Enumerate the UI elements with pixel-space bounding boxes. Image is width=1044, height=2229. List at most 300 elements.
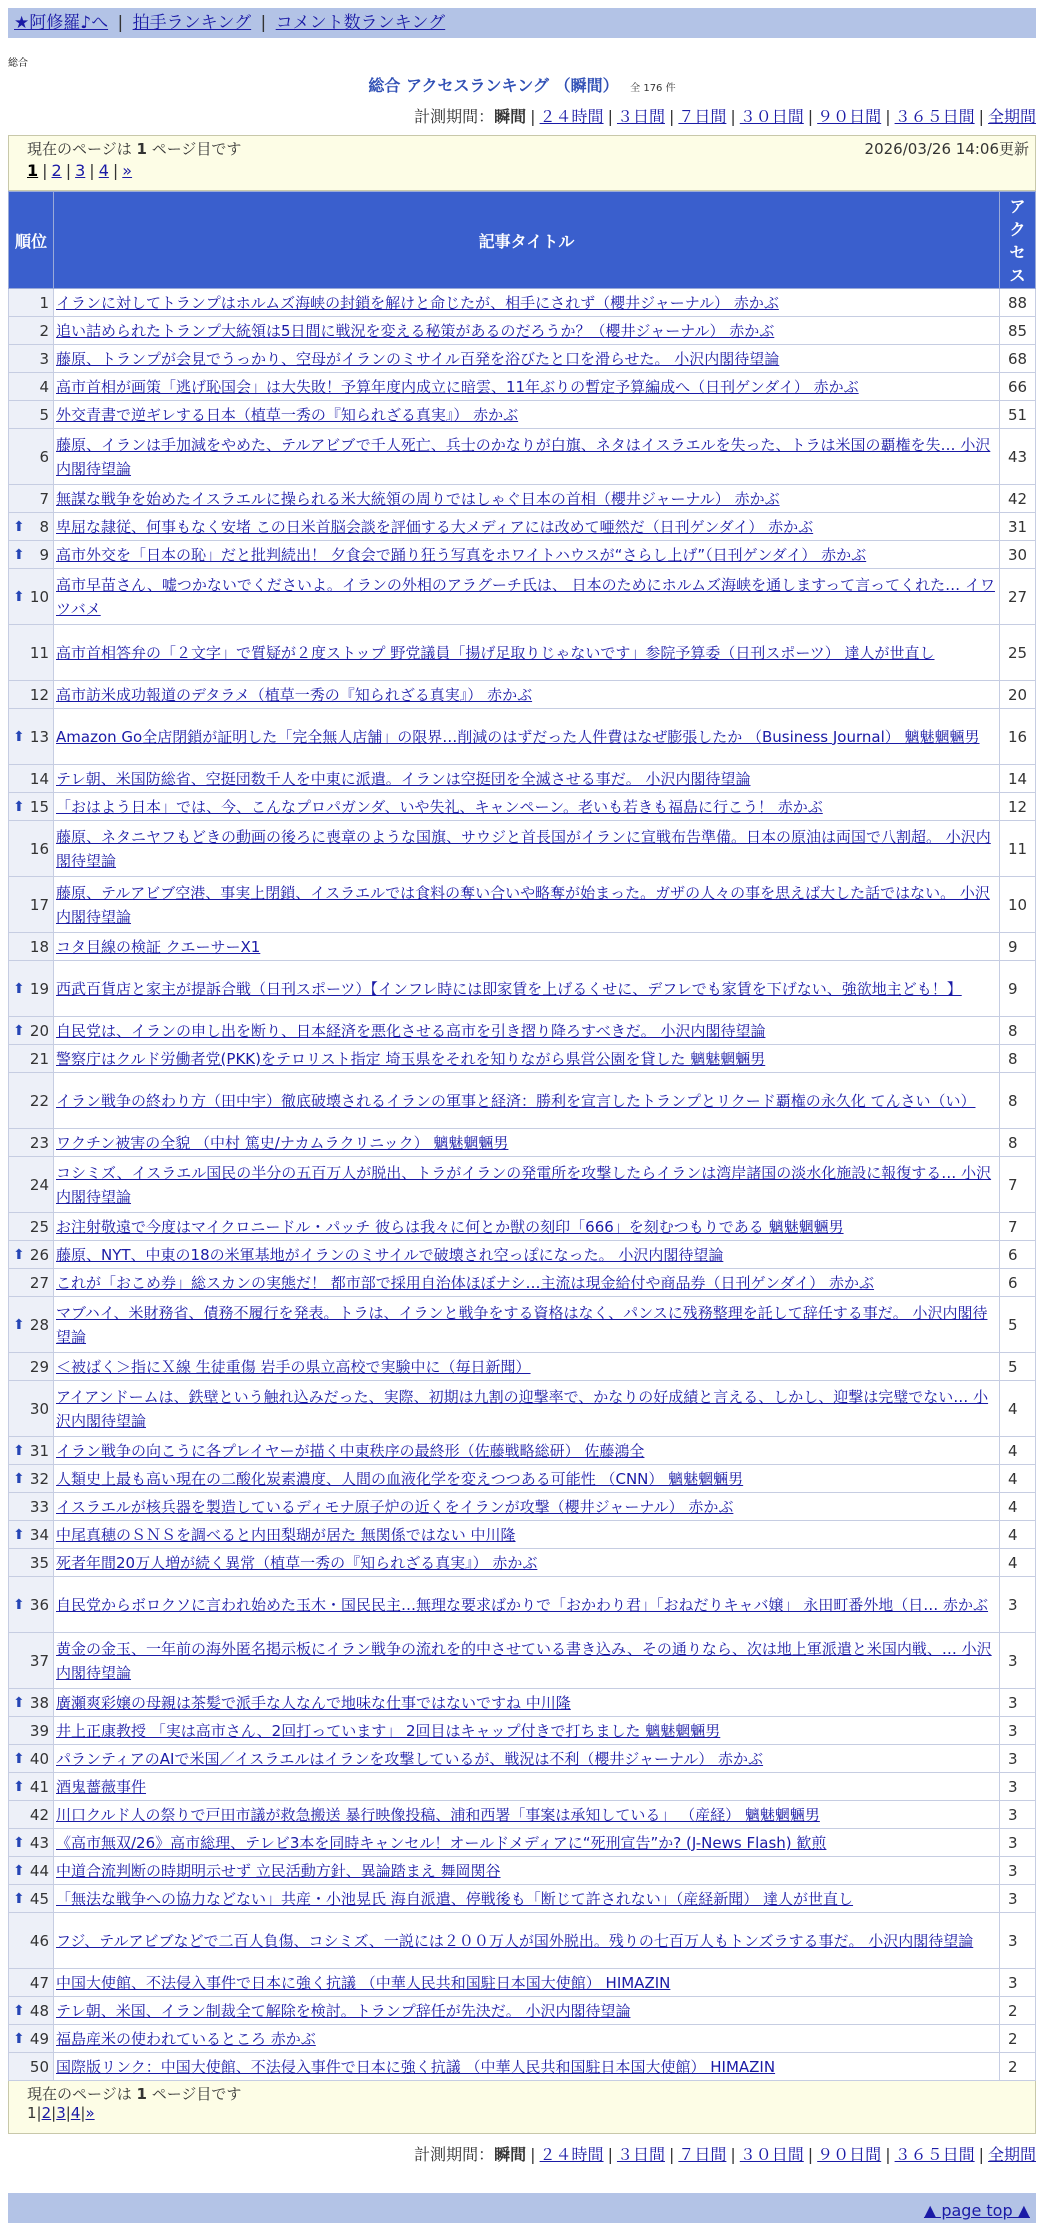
page-link[interactable]: 3 [56,2104,66,2122]
table-row [9,1213,1036,1241]
up-arrow-icon: ⬆ [13,588,25,605]
current-page-text: 現在のページは 1 ページ目です [27,140,242,158]
page-link[interactable]: 2 [41,2104,52,2122]
rank-cell [9,1633,54,1689]
table-row [9,401,1036,429]
article-link[interactable]: 「無法な戦争への協力などない」共産・小池晃氏 海自派遣、停戦後も「断じて許されない」（産経新聞） 達人が世直し [56,1889,854,1908]
period-link[interactable]: ７日間 [678,2145,727,2164]
article-link[interactable]: コシミズ、イスラエル国民の半分の五百万人が脱出、トラがイランの発電所を攻撃したらイランは湾岸諸国の淡水化施設に報復する… 小沢内閣待望論 [56,1163,992,1206]
article-link[interactable]: 高市早苗さん、嘘つかないでくださいよ。イランの外相のアラグーチ氏は、 日本のためにホルムズ海峡を通しますって言ってくれた… イワツバメ [56,575,995,618]
page-link[interactable]: 4 [98,161,109,180]
title-cell [54,569,1000,625]
current-page-number: 1 [27,161,39,180]
table-row [9,1073,1036,1129]
period-separator: | [668,2145,675,2164]
rank-number: 31 [29,1441,49,1460]
access-count: 3 [1000,1689,1036,1717]
up-arrow-icon: ⬆ [13,1862,25,1879]
rank-cell [9,1073,54,1129]
rank-cell [9,1017,54,1045]
page-top-link[interactable]: ▲ page top ▲ [923,2201,1030,2220]
rank-cell [9,933,54,961]
rank-cell [9,1521,54,1549]
ranking-table [8,191,1036,2081]
access-count: 4 [1000,1381,1036,1437]
table-row [9,877,1036,933]
article-link[interactable]: イラン戦争の終わり方（田中宇）徹底破壊されるイランの軍事と経済：勝利を宣言したトランプとリクード覇権の永久化 てんさい（い） [56,1091,976,1110]
rank-cell [9,961,54,1017]
access-count: 4 [1000,1437,1036,1465]
article-link[interactable]: 西武百貨店と家主が提訴合戦（日刊スポーツ）【インフレ時には即家賃を上げるくせに、デフレでも家賃を下げない、強欲地主ども！】 [56,979,962,998]
access-count: 3 [1000,1773,1036,1801]
article-link[interactable]: イスラエルが核兵器を製造しているディモナ原子炉の近くをイランが攻撃（櫻井ジャーナル） 赤かぶ [56,1497,734,1516]
rank-cell [9,569,54,625]
up-arrow-icon: ⬆ [13,1442,25,1459]
rank-cell [9,1801,54,1829]
rank-cell [9,709,54,765]
period-separator: | [885,2145,891,2164]
article-link[interactable]: 藤原、トランプが会見でうっかり、空母がイランのミサイル百発を浴びたと口を滑らせた。 小沢内閣待望論 [56,349,780,368]
period-link[interactable]: 全期間 [987,107,1036,126]
period-link[interactable]: ２４時間 [539,2145,604,2164]
access-count: 3 [1000,1717,1036,1745]
up-arrow-icon: ⬆ [13,1694,25,1711]
article-link[interactable]: パランティアのAIで米国／イスラエルはイランを攻撃しているが、戦況は不利（櫻井ジャーナル） 赤かぶ [56,1749,764,1768]
rank-cell [9,1689,54,1717]
rank-cell [9,373,54,401]
comment-ranking-link[interactable]: コメント数ランキング [275,13,446,33]
title-cell [54,1633,1000,1689]
rank-number: 3 [39,349,49,368]
access-count: 8 [1000,1045,1036,1073]
access-count: 16 [1000,709,1036,765]
up-arrow-icon: ⬆ [13,1778,25,1795]
table-row [9,1913,1036,1969]
page-separator: | [112,161,119,180]
rank-cell [9,877,54,933]
access-count: 3 [1000,1577,1036,1633]
article-link[interactable]: お注射敬遠で今度はマイクロニードル・パッチ 彼らは我々に何とか獣の刻印「666」を刻むつもりである 魑魅魍魎男 [56,1217,844,1236]
title-cell [54,709,1000,765]
table-row [9,1493,1036,1521]
rank-number: 2 [39,321,49,340]
rank-cell [9,1577,54,1633]
article-link[interactable]: コタ目線の検証 クエーサーX1 [56,937,261,956]
page-links [27,2104,1017,2122]
table-row [9,1829,1036,1857]
table-row [9,709,1036,765]
rank-number: 21 [29,1049,49,1068]
table-row [9,933,1036,961]
rank-cell [9,485,54,513]
rank-cell [9,1885,54,1913]
rank-number: 10 [29,587,49,606]
article-link[interactable]: 井上正康教授 「実は高市さん、2回打っています」 2回目はキャップ付きで打ちました 魑魅魍魎男 [56,1721,721,1740]
period-selector [8,104,1036,127]
title-cell [54,1913,1000,1969]
rank-number: 45 [29,1889,49,1908]
rank-cell [9,1269,54,1297]
access-count: 9 [1000,933,1036,961]
article-link[interactable]: 「おはよう日本」では、今、こんなプロパガンダ、いや失礼、キャンペーン。老いも若きも福島に行こう！ 赤かぶ [56,797,823,816]
rank-cell [9,513,54,541]
article-link[interactable]: 自民党からボロクソに言われ始めた玉木・国民民主…無理な要求ばかりで「おかわり君」「おねだりキャバ嬢」 永田町番外地（日… 赤かぶ [56,1595,989,1614]
rank-cell [9,541,54,569]
article-link[interactable]: イランに対してトランプはホルムズ海峡の封鎖を解けと命じたが、相手にされず（櫻井ジャーナル） 赤かぶ [56,293,779,312]
rank-cell [9,1745,54,1773]
rank-number: 33 [29,1497,49,1516]
home-link[interactable]: ★阿修羅♪へ [14,13,109,33]
up-arrow-icon: ⬆ [13,2030,25,2047]
table-row [9,625,1036,681]
table-row [9,1269,1036,1297]
table-row [9,1633,1036,1689]
rank-cell [9,2025,54,2053]
title-cell [54,1773,1000,1801]
access-count: 11 [1000,821,1036,877]
access-count: 31 [1000,513,1036,541]
access-count: 42 [1000,485,1036,513]
rank-cell [9,1717,54,1745]
title-cell [54,961,1000,1017]
page-link[interactable]: 3 [75,161,86,180]
rank-cell [9,681,54,709]
article-link[interactable]: 警察庁はクルド労働者党(PKK)をテロリスト指定 埼玉県をそれを知りながら県営公園を貸した 魑魅魍魎男 [56,1049,766,1068]
article-link[interactable]: ワクチン被害の全貌 （中村 篤史/ナカムラクリニック） 魑魅魍魎男 [56,1133,509,1152]
access-count: 3 [1000,1913,1036,1969]
nav-separator: | [117,13,124,33]
rank-column-header: 順位 [9,192,54,289]
article-link[interactable]: 《高市無双/26》高市総理、テレビ3本を同時キャンセル！オールドメディアに“死刑宣告”か? (J-News Flash) 歓煎 [56,1833,827,1852]
rank-number: 19 [29,979,49,998]
access-count: 6 [1000,1269,1036,1297]
period-selector [8,2142,1036,2165]
access-count: 7 [1000,1157,1036,1213]
page-links [27,161,1017,180]
rank-number: 40 [29,1749,49,1768]
article-link[interactable]: 高市首相答弁の「２文字」で質疑が２度ストップ 野党議員「揚げ足取りじゃないです」参院予算委（日刊スポーツ） 達人が世直し [56,643,935,662]
article-link[interactable]: 追い詰められたトランプ大統領は5日間に戦況を変える秘策があるのだろうか？（櫻井ジャーナル） 赤かぶ [56,321,775,340]
pager-top [8,135,1036,191]
rank-number: 50 [29,2057,49,2076]
table-row [9,1801,1036,1829]
title-cell [54,765,1000,793]
table-row [9,373,1036,401]
article-link[interactable]: フジ、テルアビブなどで二百人負傷、コシミズ、一説には２００万人が国外脱出。残りの七百万人もトンズラする事だ。 小沢内閣待望論 [56,1931,974,1950]
table-row [9,1129,1036,1157]
table-row [9,765,1036,793]
period-link[interactable]: ３０日間 [739,107,804,126]
rank-cell [9,1129,54,1157]
table-row [9,1381,1036,1437]
period-separator: | [885,107,891,126]
title-cell [54,1129,1000,1157]
table-row [9,1997,1036,2025]
access-count: 8 [1000,1017,1036,1045]
rank-number: 22 [29,1091,49,1110]
title-cell [54,1241,1000,1269]
next-page-link[interactable]: » [85,2104,95,2122]
rank-cell [9,1381,54,1437]
article-link[interactable]: 黄金の金玉、一年前の海外匿名掲示板にイラン戦争の流れを的中させている書き込み、その通りなら、次は地上軍派遣と米国内戦、… 小沢内閣待望論 [56,1639,992,1682]
article-link[interactable]: アイアンドームは、鉄壁という触れ込みだった、実際、初期は九割の迎撃率で、かなりの好成績と言える、しかし、迎撃は完璧でない… 小沢内閣待望論 [56,1387,989,1430]
rank-number: 27 [29,1273,49,1292]
rank-number: 49 [29,2029,49,2048]
period-separator: | [530,107,536,126]
table-row [9,345,1036,373]
period-link[interactable]: ３６５日間 [894,2145,975,2164]
table-row [9,793,1036,821]
title-cell [54,2053,1000,2081]
table-row [9,1689,1036,1717]
next-page-link[interactable]: » [122,161,133,180]
rank-number: 26 [29,1245,49,1264]
rank-number: 8 [39,517,49,536]
article-link[interactable]: 高市首相が画策「逃げ恥国会」は大失敗！予算年度内成立に暗雲、11年ぶりの暫定予算編成へ（日刊ゲンダイ） 赤かぶ [56,377,859,396]
rank-number: 29 [29,1357,49,1376]
pager-bottom [8,2081,1036,2134]
title-cell [54,1885,1000,1913]
page-title-bar [0,73,1044,96]
table-row [9,1717,1036,1745]
period-separator: | [730,107,736,126]
article-link[interactable]: 死者年間20万人増が続く異常（植草一秀の『知られざる真実』） 赤かぶ [56,1553,538,1572]
table-row [9,1017,1036,1045]
access-count: 88 [1000,289,1036,317]
period-link[interactable]: ３日間 [616,107,665,126]
rank-cell [9,1969,54,1997]
rank-number: 24 [29,1175,49,1194]
article-link[interactable]: 中道合流判断の時期明示せず 立民活動方針、異論踏まえ 舞岡関谷 [56,1861,501,1880]
title-cell [54,933,1000,961]
page-title: 総合 アクセスランキング （瞬間） [368,76,619,95]
access-count: 3 [1000,1801,1036,1829]
table-row [9,1297,1036,1353]
page-separator: | [65,161,72,180]
title-cell [54,289,1000,317]
rank-cell [9,1297,54,1353]
table-row [9,1521,1036,1549]
title-cell [54,485,1000,513]
period-link[interactable]: ３日間 [616,2145,665,2164]
article-link[interactable]: 酒鬼薔薇事件 [56,1777,147,1796]
rank-number: 12 [29,685,49,704]
title-cell [54,1689,1000,1717]
rank-number: 1 [39,293,49,312]
article-link[interactable]: 福島産米の使われているところ 赤かぶ [56,2029,316,2048]
article-link[interactable]: 高市外交を「日本の恥」だと批判続出！ 夕食会で踊り狂う写真をホワイトハウスが“さらし上げ”（日刊ゲンダイ） 赤かぶ [56,545,867,564]
period-label: 計測期間： [414,2145,495,2164]
access-count: 3 [1000,1885,1036,1913]
article-link[interactable]: 高市訪米成功報道のデタラメ（植草一秀の『知られざる真実』） 赤かぶ [56,685,533,704]
period-separator: | [978,107,984,126]
rank-cell [9,401,54,429]
article-link[interactable]: Amazon Go全店閉鎖が証明した「完全無人店舗」の限界…削減のはずだった人件費はなぜ膨張したか （Business Journal） 魑魅魍魎男 [56,727,980,746]
up-arrow-icon: ⬆ [13,1526,25,1543]
rank-number: 6 [39,447,49,466]
rank-cell [9,765,54,793]
rank-cell [9,1913,54,1969]
access-count: 20 [1000,681,1036,709]
table-row [9,681,1036,709]
period-separator: | [730,2145,736,2164]
period-label: 計測期間： [414,107,495,126]
page-link[interactable]: 4 [70,2104,81,2122]
article-link[interactable]: マブハイ、米財務省、債務不履行を発表。トラは、イランと戦争をする資格はなく、パンスに残務整理を託して辞任する事だ。 小沢内閣待望論 [56,1303,988,1346]
page-link[interactable]: 2 [51,161,62,180]
title-cell [54,1521,1000,1549]
table-row [9,1157,1036,1213]
period-link[interactable]: ９０日間 [817,107,882,126]
access-count: 43 [1000,429,1036,485]
table-row [9,1045,1036,1073]
rank-number: 47 [29,1973,49,1992]
table-row [9,1437,1036,1465]
up-arrow-icon: ⬆ [13,1596,25,1613]
rank-number: 36 [29,1595,49,1614]
title-cell [54,625,1000,681]
rank-number: 38 [29,1693,49,1712]
article-link[interactable]: テレ朝、米国防総省、空挺団数千人を中東に派遣。イランは空挺団を全滅させる事だ。 小沢内閣待望論 [56,769,751,788]
rank-number: 18 [29,937,49,956]
table-row [9,1465,1036,1493]
table-row [9,1745,1036,1773]
article-link[interactable]: 自民党は、イランの申し出を断り、日本経済を悪化させる高市を引き摺り降ろすべきだ。 小沢内閣待望論 [56,1021,766,1040]
access-count: 10 [1000,877,1036,933]
article-link[interactable]: 廣瀬爽彩嬢の母親は茶髪で派手な人なんで地味な仕事ではないですね 中川隆 [56,1693,571,1712]
title-cell [54,1297,1000,1353]
rank-number: 42 [29,1805,49,1824]
rank-number: 15 [29,797,49,816]
article-link[interactable]: 藤原、NYT、中東の18の米軍基地がイランのミサイルで破壊され空っぽになった。 小沢内閣待望論 [56,1245,724,1264]
title-cell [54,1213,1000,1241]
table-row [9,513,1036,541]
access-count: 4 [1000,1493,1036,1521]
period-link[interactable]: ９０日間 [817,2145,882,2164]
clap-ranking-link[interactable]: 拍手ランキング [132,13,252,33]
period-separator: | [668,107,675,126]
category-label: 総合 [8,58,28,69]
title-cell [54,1493,1000,1521]
title-cell [54,1465,1000,1493]
article-link[interactable]: 外交青書で逆ギレする日本（植草一秀の『知られざる真実』） 赤かぶ [56,405,519,424]
article-link[interactable]: 川口クルド人の祭りで戸田市議が救急搬送 暴行映像投稿、浦和西署「事案は承知している」 （産経） 魑魅魍魎男 [56,1805,820,1824]
table-row [9,961,1036,1017]
title-cell [54,2025,1000,2053]
rank-number: 20 [29,1021,49,1040]
access-count: 3 [1000,1969,1036,1997]
table-row [9,1549,1036,1577]
period-link[interactable]: ７日間 [678,107,727,126]
rank-number: 7 [39,489,49,508]
period-separator: | [607,2145,613,2164]
rank-number: 44 [29,1861,49,1880]
article-link[interactable]: ＜被ばく＞指にＸ線 生徒重傷 岩手の県立高校で実験中に（毎日新聞） [56,1357,531,1376]
access-count: 30 [1000,541,1036,569]
table-row [9,821,1036,877]
rank-cell [9,1045,54,1073]
rank-number: 37 [29,1651,49,1670]
table-row [9,1241,1036,1269]
rank-cell [9,429,54,485]
article-link[interactable]: イラン戦争の向こうに各プレイヤーが描く中東秩序の最終形（佐藤戦略総研） 佐藤鴻全 [56,1441,645,1460]
access-count: 2 [1000,2025,1036,2053]
table-row [9,2053,1036,2081]
current-page-text: 現在のページは 1 ページ目です [27,2085,242,2103]
title-cell [54,821,1000,877]
rank-number: 32 [29,1469,49,1488]
page-separator: | [80,2104,86,2122]
rank-number: 34 [29,1525,49,1544]
title-cell [54,1745,1000,1773]
article-link[interactable]: 藤原、イランは手加減をやめた、テルアビブで千人死亡、兵士のかなりが白旗、ネタはイスラエルを失った、トラは米国の覇権を失… 小沢内閣待望論 [56,435,991,478]
article-link[interactable]: 中尾真穂のＳＮＳを調べると内田梨瑚が居た 無関係ではない 中川隆 [56,1525,516,1544]
up-arrow-icon: ⬆ [13,1316,25,1333]
up-arrow-icon: ⬆ [13,1750,25,1767]
rank-cell [9,793,54,821]
period-link[interactable]: 全期間 [987,2145,1036,2164]
page-separator: | [89,161,95,180]
top-nav-bar [8,8,1036,38]
rank-number: 16 [29,839,49,858]
title-cell [54,793,1000,821]
title-cell [54,401,1000,429]
rank-cell [9,821,54,877]
title-cell [54,1269,1000,1297]
article-link[interactable]: テレ朝、米国、イラン制裁全て解除を検討。トランプ辞任が先決だ。 小沢内閣待望論 [56,2001,631,2020]
table-row [9,1577,1036,1633]
up-arrow-icon: ⬆ [13,518,25,535]
rank-number: 43 [29,1833,49,1852]
title-cell [54,1017,1000,1045]
title-cell [54,1829,1000,1857]
access-count: 6 [1000,1241,1036,1269]
period-link[interactable]: ２４時間 [539,107,604,126]
table-row [9,429,1036,485]
title-cell [54,1045,1000,1073]
article-link[interactable]: これが「おこめ券」総スカンの実態だ！ 都市部で採用自治体ほぼナシ…主流は現金給付や商品券（日刊ゲンダイ） 赤かぶ [56,1273,875,1292]
article-link[interactable]: 藤原、テルアビブ空港、事実上閉鎖、イスラエルでは食料の奪い合いや略奪が始まった。ガザの人々の事を思えば大した話ではない。 小沢内閣待望論 [56,883,990,926]
rank-cell [9,1241,54,1269]
access-count: 3 [1000,1633,1036,1689]
period-link[interactable]: ３６５日間 [894,107,975,126]
access-count: 5 [1000,1297,1036,1353]
up-arrow-icon: ⬆ [13,546,25,563]
article-link[interactable]: 藤原、ネタニヤフもどきの動画の後ろに喪章のような国旗、サウジと首長国がイランに宣戦布告準備。日本の原油は両国で八割超。 小沢内閣待望論 [56,827,991,870]
article-link[interactable]: 卑屈な隷従、何事もなく安堵 この日米首脳会談を評価する大メディアには改めて唖然だ（日刊ゲンダイ） 赤かぶ [56,517,814,536]
rank-cell [9,1997,54,2025]
table-row [9,2025,1036,2053]
period-separator: | [607,107,613,126]
rank-number: 9 [39,545,49,564]
article-link[interactable]: 国際版リンク：中国大使館、不法侵入事件で日本に強く抗議 （中華人民共和国駐日本国大使館） HIMAZIN [56,2057,776,2076]
rank-cell [9,1829,54,1857]
rank-number: 14 [29,769,49,788]
article-link[interactable]: 無謀な戦争を始めたイスラエルに操られる米大統領の周りではしゃぐ日本の首相（櫻井ジャーナル） 赤かぶ [56,489,780,508]
up-arrow-icon: ⬆ [13,1834,25,1851]
rank-number: 41 [29,1777,49,1796]
title-cell [54,1801,1000,1829]
period-link[interactable]: ３０日間 [739,2145,804,2164]
rank-number: 48 [29,2001,49,2020]
up-arrow-icon: ⬆ [13,1022,25,1039]
rank-number: 17 [29,895,49,914]
article-link[interactable]: 人類史上最も高い現在の二酸化炭素濃度、人間の血液化学を変えつつある可能性 （CNN） 魑魅魍魎男 [56,1469,744,1488]
rank-number: 25 [29,1217,49,1236]
article-link[interactable]: 中国大使館、不法侵入事件で日本に強く抗議 （中華人民共和国駐日本国大使館） HIMAZIN [56,1973,671,1992]
table-row [9,1885,1036,1913]
page-separator: | [36,2104,42,2122]
